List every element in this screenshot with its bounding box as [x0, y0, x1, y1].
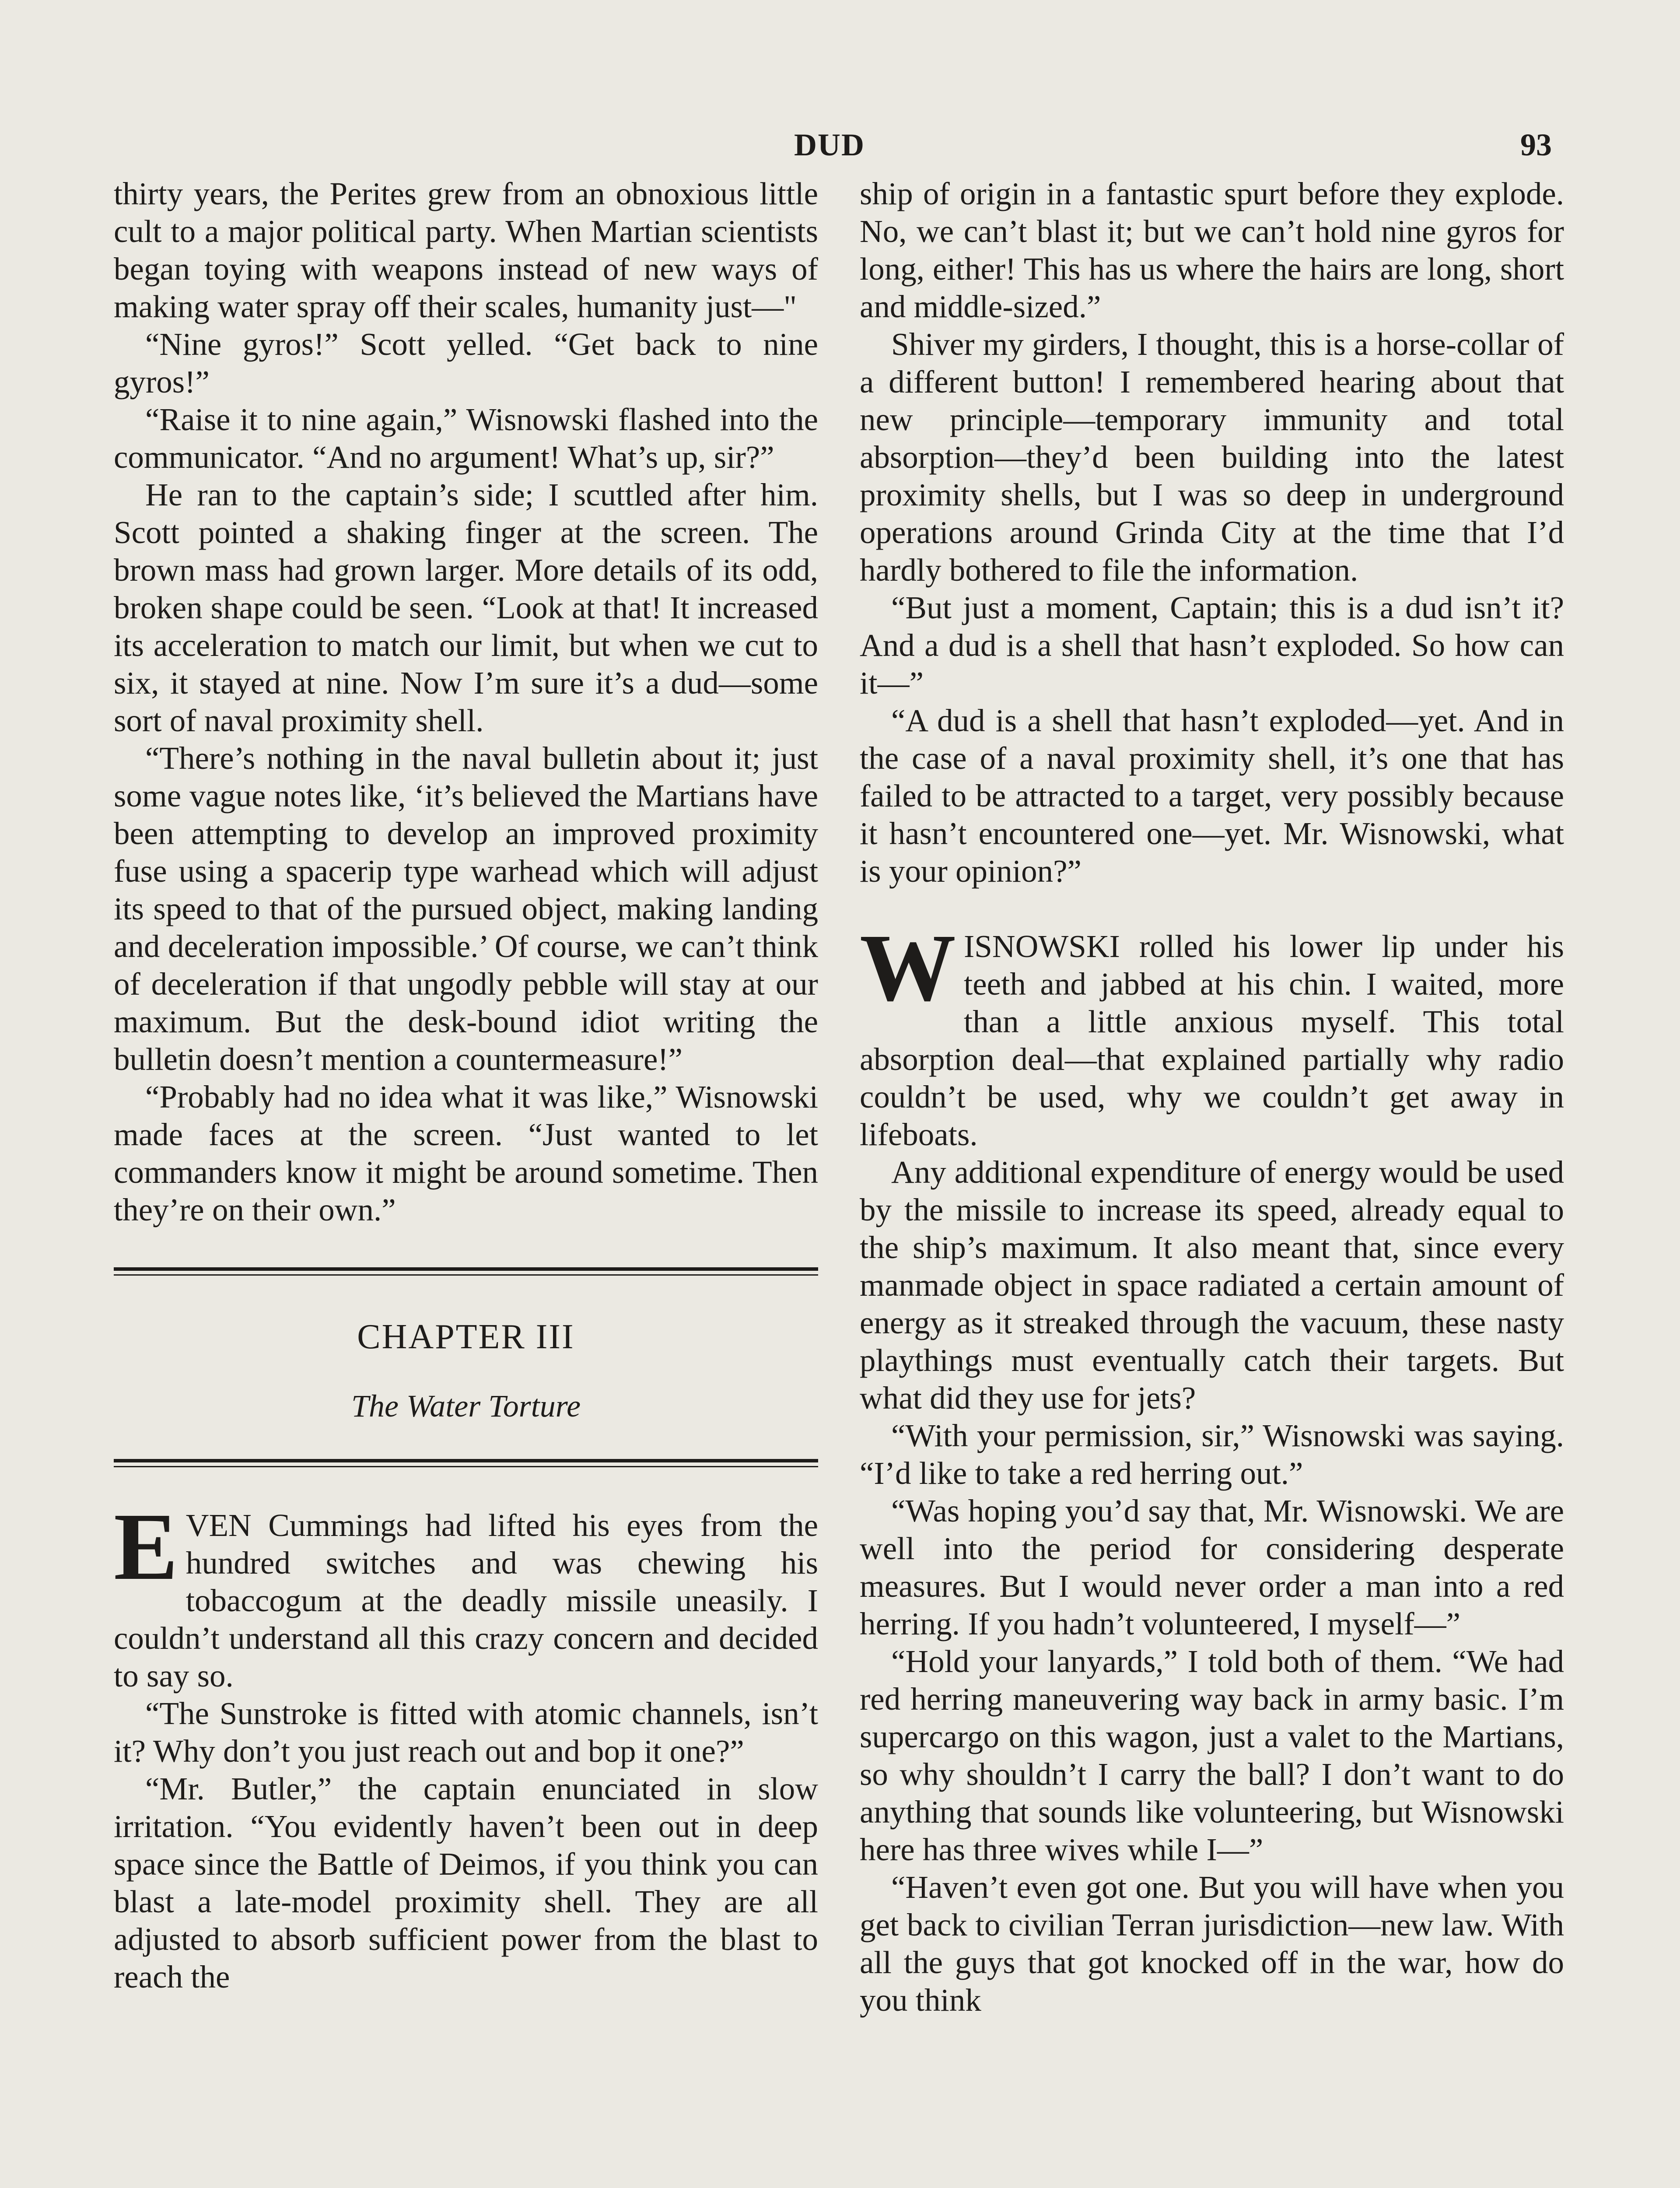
chapter-title: CHAPTER III — [357, 1318, 575, 1356]
paragraph: Any additional expenditure of energy would be used by the missile to increase its speed, already equal to the ship’s maximum. It also meant that, since every manmade object in space radiated a certain amount of energy as it streaked through the vacuum, these nasty playthings must eventually catch their targets. But what did they use for jets? — [860, 1154, 1564, 1416]
running-head: DUD — [794, 127, 865, 162]
chapter-rule-top — [114, 1267, 818, 1276]
paragraph: “Haven’t even got one. But you will have when you get back to civilian Terran jurisdiction—new law. With all the guys that got knocked off in the war, how do you think — [860, 1869, 1564, 2018]
chapter-rule-bottom — [114, 1459, 818, 1467]
paragraph: “A dud is a shell that hasn’t exploded—yet. And in the case of a naval proximity shell, it’s one that has failed to be attracted to a target, very possibly because it hasn’t encountered one—yet. Mr. Wisnowski, what is your opinion?” — [860, 703, 1564, 889]
paragraph: ship of origin in a fantastic spurt before they explode. No, we can’t blast it; but we can’t hold nine gyros for long, either! This has us where the hairs are long, short and middle-sized.” — [860, 176, 1564, 324]
dropcap-paragraph — [114, 1493, 818, 1695]
paragraph: “There’s nothing in the naval bulletin about it; just some vague notes like, ‘it’s believed the Martians have been attempting to develop an improved proximity fuse using a spacerip type warhead which will adjust its speed to that of the pursued object, making landing and deceleration impossible.’ Of course, we can’t think of deceleration if that ungodly pebble will stay at our maximum. But the desk-bound idiot writing the bulletin doesn’t mention a countermeasure!” — [114, 740, 818, 1077]
dropcap-paragraph-text: VEN Cummings had lifted his eyes from the hundred switches and was chewing his tobaccogum at the deadly missile uneasily. I couldn’t understand all this crazy concern and decided to say so. — [114, 1508, 818, 1694]
dropcap-letter: W — [860, 914, 956, 1021]
paragraph: Shiver my girders, I thought, this is a horse-collar of a different button! I remembered hearing about that new principle—temporary immunity and total absorption—they’d been building into the latest proximity shells, but I was so deep in underground operations around Grinda City at the time that I’d hardly bothered to file the information. — [860, 326, 1564, 588]
dropcap-paragraph-text: ISNOWSKI rolled his lower lip under his teeth and jabbed at his chin. I waited, more than a little anxious myself. This total absorption deal—that explained partially why radio couldn’t be used, why we couldn’t get away in lifeboats. — [860, 929, 1564, 1152]
paragraph: “Raise it to nine again,” Wisnowski flashed into the communicator. “And no argument! What’s up, sir?” — [114, 402, 818, 475]
chapter-subtitle: The Water Torture — [351, 1389, 581, 1424]
left-column — [114, 175, 818, 1996]
paragraph: “Was hoping you’d say that, Mr. Wisnowski. We are well into the period for considering desperate measures. But I would never order a man into a red herring. If you hadn’t volunteered, I myself—” — [860, 1493, 1564, 1641]
paragraph: “Nine gyros!” Scott yelled. “Get back to nine gyros!” — [114, 326, 818, 400]
dropcap-paragraph — [860, 914, 1564, 1154]
paragraph: “Probably had no idea what it was like,” Wisnowski made faces at the screen. “Just wanted to let commanders know it might be around sometime. Then they’re on their own.” — [114, 1079, 818, 1227]
paragraph: “With your permission, sir,” Wisnowski was saying. “I’d like to take a red herring out.” — [860, 1418, 1564, 1491]
paragraph: “Hold your lanyards,” I told both of them. “We had red herring maneuvering way back in army basic. I’m supercargo on this wagon, just a valet to the Martians, so why shouldn’t I carry the ball? I don’t want to do anything that sounds like volunteering, but Wisnowski here has three wives while I—” — [860, 1644, 1564, 1867]
paragraph: “The Sunstroke is fitted with atomic channels, isn’t it? Why don’t you just reach out and bop it one?” — [114, 1696, 818, 1769]
section-break — [860, 890, 1564, 928]
paragraph: “Mr. Butler,” the captain enunciated in slow irritation. “You evidently haven’t been out in deep space since the Battle of Deimos, if you think you can blast a late-model proximity shell. They are all adjusted to absorb sufficient power from the blast to reach the — [114, 1771, 818, 1995]
paragraph: thirty years, the Perites grew from an obnoxious little cult to a major political party. When Martian scientists began toying with weapons instead of new ways of making water spray off their scales, humanity just—" — [114, 176, 818, 324]
page-number: 93 — [1520, 127, 1552, 162]
paragraph: He ran to the captain’s side; I scuttled after him. Scott pointed a shaking finger at the screen. The brown mass had grown larger. More details of its odd, broken shape could be seen. “Look at that! It increased its acceleration to match our limit, but when we cut to six, it stayed at nine. Now I’m sure it’s a dud—some sort of naval proximity shell. — [114, 477, 818, 738]
right-column — [860, 175, 1564, 2019]
dropcap-letter: E — [114, 1493, 178, 1600]
paragraph: “But just a moment, Captain; this is a dud isn’t it? And a dud is a shell that hasn’t exploded. So how can it—” — [860, 590, 1564, 701]
